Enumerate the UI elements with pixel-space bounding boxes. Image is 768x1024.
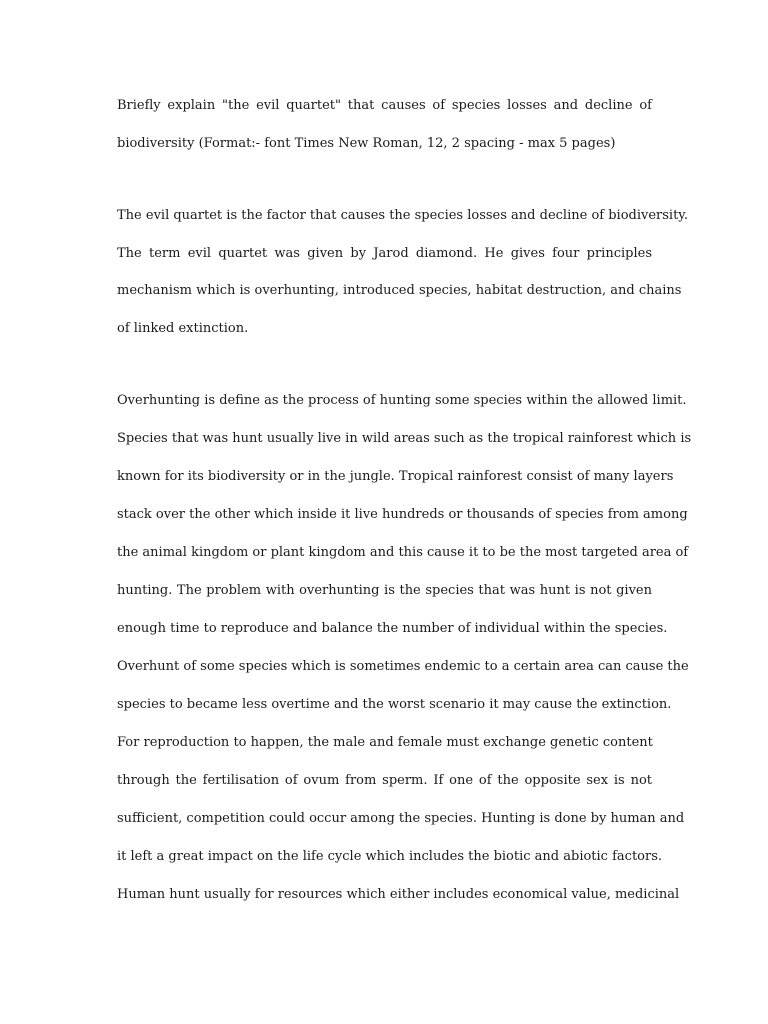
text-line: The term evil quartet was given by Jarod diamond. He gives four principles bbox=[117, 246, 652, 261]
text-line: biodiversity (Format:- font Times New Roman, 12, 2 spacing - max 5 pages) bbox=[117, 136, 616, 151]
text-line: Species that was hunt usually live in wild areas such as the tropical rainforest which is bbox=[117, 431, 692, 446]
text-line: Briefly explain "the evil quartet" that causes of species losses and decline of bbox=[117, 98, 652, 113]
text-line: Overhunting is define as the process of hunting some species within the allowed limit. bbox=[117, 393, 687, 408]
text-line: known for its biodiversity or in the jungle. Tropical rainforest consist of many layers bbox=[117, 469, 674, 484]
text-line: For reproduction to happen, the male and female must exchange genetic content bbox=[117, 735, 653, 750]
text-line: enough time to reproduce and balance the number of individual within the species. bbox=[117, 621, 668, 636]
text-line: the animal kingdom or plant kingdom and this cause it to be the most targeted area of bbox=[117, 545, 689, 560]
text-line: mechanism which is overhunting, introduced species, habitat destruction, and chains bbox=[117, 283, 682, 298]
text-line: stack over the other which inside it live hundreds or thousands of species from among bbox=[117, 507, 688, 522]
text-line: hunting. The problem with overhunting is the species that was hunt is not given bbox=[117, 583, 652, 598]
text-line: it left a great impact on the life cycle which includes the biotic and abiotic factors. bbox=[117, 849, 663, 864]
text-line: Overhunt of some species which is sometimes endemic to a certain area can cause the bbox=[117, 659, 689, 674]
text-line: of linked extinction. bbox=[117, 321, 249, 336]
text-line: Human hunt usually for resources which either includes economical value, medicinal bbox=[117, 887, 680, 902]
text-line: sufficient, competition could occur among the species. Hunting is done by human and bbox=[117, 811, 685, 826]
text-line: through the fertilisation of ovum from sperm. If one of the opposite sex is not bbox=[117, 773, 652, 788]
text-line: species to became less overtime and the worst scenario it may cause the extinction. bbox=[117, 697, 672, 712]
text-line: The evil quartet is the factor that causes the species losses and decline of biodiversity. bbox=[117, 208, 689, 223]
